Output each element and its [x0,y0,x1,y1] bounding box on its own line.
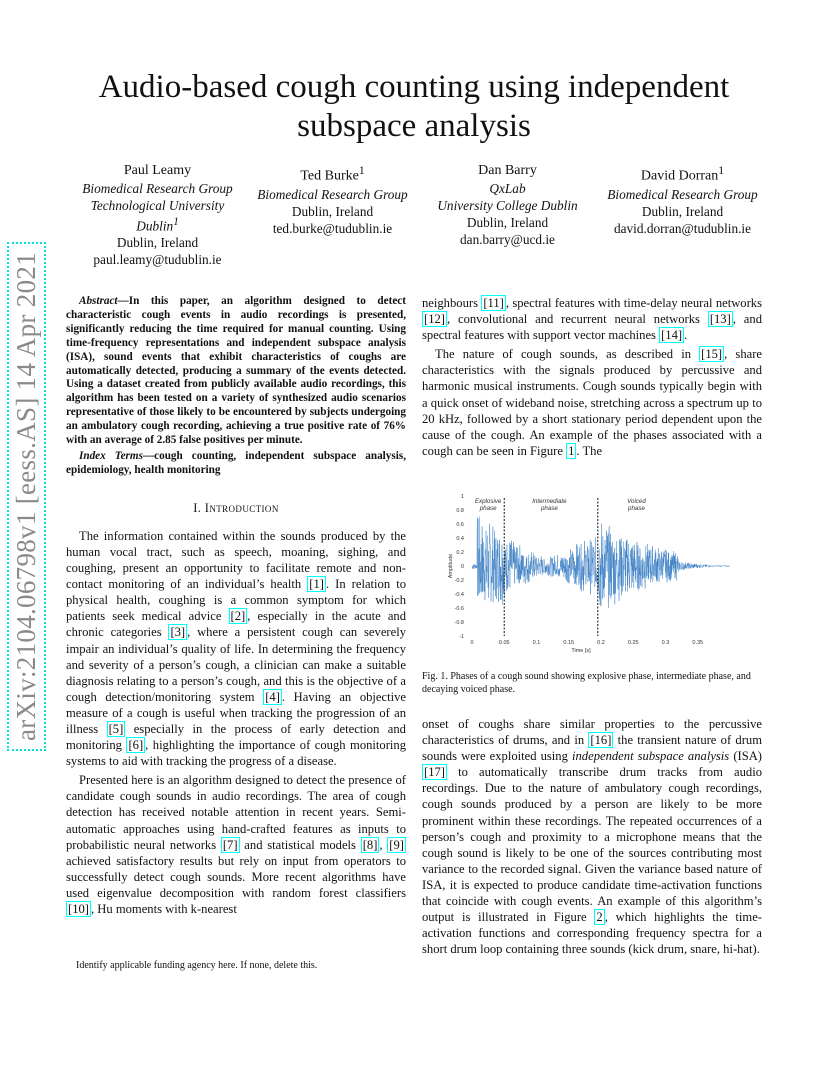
citation-link[interactable]: [13] [709,312,731,327]
x-tick-label: 0 [470,640,474,646]
phase-label: Voiced [627,498,646,505]
abstract [66,295,406,448]
citation-link[interactable]: [10] [68,902,89,917]
author-city: Dublin, Ireland [291,203,374,219]
left-column [66,295,406,917]
x-tick-label: 0.1 [532,640,541,646]
figure-link[interactable]: 2 [596,910,603,925]
paragraph-intro-1 [66,528,406,769]
text-run: to automatically transcribe drum tracks from audio recordings. Due to the nature of ambulatory cough recordings, cough sounds produced by a person are likely to be more prominent within these recordings. The repeated occurrences of a person’s cough and proximity to a microphone means that the cough sound is likely to be one of the sources contributing most variance to the recorded signal. Given the variance based nature of ISA, it is expected to produce candidate time-activation functions that coincide with cough events. An example of this algorithm’s output is illustrated in Figure [422,765,762,925]
author-affiliation-2: Technological University Dublin [90,198,225,234]
section-title: Introduction [204,500,279,515]
x-tick-label: 0.05 [498,640,510,646]
author-city: Dublin, Ireland [466,215,549,230]
citation-link[interactable]: [6] [128,738,144,753]
author-name: Paul Leamy [123,163,192,178]
citation-link[interactable]: [5] [108,722,124,736]
y-tick-label: 0.8 [456,508,464,514]
text-run: (ISA) [729,749,762,764]
text-run: , [379,837,388,852]
citation-link[interactable]: [2] [230,609,246,624]
author-city: Dublin, Ireland [116,235,199,251]
index-terms-text: —cough counting, independent subspace analysis, epidemiology, health monitoring [66,449,406,476]
text-run: The information contained within the sounds produced by the human vocal tract, such as speech, moaning, sighing, and coughing, present an opportunity to facilitate remote and non-contact monitoring of an individual’s health [66,528,406,592]
citation-link[interactable]: [8] [362,837,378,852]
text-run: onset of coughs share similar properties to the percussive characteristics of drums, and in [422,717,762,748]
author-3 [420,162,595,268]
y-tick-label: -0.8 [454,620,464,626]
text-run: neighbours [422,296,482,310]
y-tick-label: 0.4 [456,536,464,542]
paper-title: Audio-based cough counting using independent subspace analysis [98,69,730,144]
author-email: david.dorran@tudublin.ie [613,220,752,236]
author-4 [595,162,770,268]
text-run: , convolutional and recurrent neural networks [446,312,708,327]
text-run: , where a persistent cough can severely impair an individual’s quality of life. In determining the frequency and severity of a person’s cough, a clinician can make a suitable diagnosis relating to a person’s cough, and this is the objective of a cough detection/monitoring system [66,625,406,704]
abstract-label: Abstract [79,295,118,307]
citation-link[interactable]: [4] [265,689,280,704]
x-tick-label: 0.35 [692,640,704,646]
author-name: David Dorran [640,168,719,184]
x-axis-label: Time [s] [571,648,591,654]
text-run: , Hu moments with k-nearest [90,902,237,917]
text-run: , highlighting the importance of cough monitoring systems to aid with tracking the progress of a disease. [66,738,406,769]
text-run: . Having an objective measure of a cough is useful when tracking the progression of an illness [66,689,406,736]
paragraph-isa [422,716,762,957]
author-email: ted.burke@tudublin.ie [272,220,393,236]
text-run: achieved satisfactory results but rely on input from operators to successfully detect cough sounds. More recent algorithms have used eigenvalue decomposition with random forest classifiers [66,853,406,900]
text-run: , share characteristics with the signals produced by percussive and harmonic musical instruments. Cough sounds typically begin with a quick onset of wideband noise, stretching across a spectrum up to 20 kHz, followed by a short stationary period dependent upon the cause of the cough. An example of the phases associated with a cough can be seen in Figure [422,347,762,458]
figure-caption: Fig. 1. Phases of a cough sound showing explosive phase, intermediate phase, and decaying voiced phase. [422,671,751,695]
citation-link[interactable]: [15] [701,347,723,362]
x-tick-label: 0.2 [597,640,605,646]
paragraph-related-work [422,295,762,343]
citation-link[interactable]: [3] [170,625,186,640]
y-tick-label: -1 [459,634,464,640]
arxiv-identifier[interactable]: arXiv:2104.06798v1 [eess.AS] 14 Apr 2021 [7,242,46,751]
text-run: especially in the process of early detection and monitoring [66,722,406,753]
emphasis: independent subspace analysis [572,749,730,764]
paragraph-intro-2 [66,772,406,917]
text-run: . [684,328,688,343]
phase-label: Intermediate [532,498,567,505]
phase-label-line2: phase [479,505,497,512]
phase-label: Explosive [474,498,502,505]
citation-link[interactable]: [16] [590,733,612,748]
citation-link[interactable]: [14] [661,328,683,343]
text-run: , spectral features with time-delay neural networks [505,296,762,310]
text-run: The nature of cough sounds, as described in [435,347,700,362]
phase-label-line2: phase [540,505,558,512]
section-heading-introduction [66,500,406,516]
text-run: . In relation to physical health, coughing is a common symptom for which patients seek medical advice [66,577,406,624]
right-column-bottom [422,716,762,957]
y-tick-label: 0 [460,564,464,570]
citation-link[interactable]: [11] [483,296,504,310]
section-number: I. [193,500,205,515]
author-block [70,162,770,268]
author-email: paul.leamy@tudublin.ie [93,252,222,268]
author-name: Ted Burke [300,168,359,184]
text-run: . The [576,443,603,458]
citation-link[interactable]: [12] [424,312,445,327]
author-1 [70,162,245,268]
y-tick-label: 0.2 [456,550,464,556]
author-marker: 1 [718,164,725,177]
author-affiliation: Biomedical Research Group [607,186,758,202]
author-affiliation: Biomedical Research Group [82,181,233,196]
affiliation-marker: 1 [173,216,179,228]
text-run: , which highlights the time-activation functions and corresponding frequency spectra for a short drum loop containing three sounds (kick drum, snare, hi-hat). [422,910,762,957]
citation-link[interactable]: [7] [222,837,238,852]
text-run: and statistical models [239,837,361,852]
author-name: Dan Barry [478,163,537,178]
author-affiliation: QxLab [489,181,526,196]
x-tick-label: 0.25 [627,640,639,646]
index-terms [66,450,406,478]
text-run: the transient nature of drum sounds were exploited using [422,733,762,764]
y-tick-label: 1 [460,494,464,500]
right-column-top [422,295,762,459]
figure-link[interactable]: 1 [568,443,575,458]
y-tick-label: 0.6 [456,522,464,528]
abstract-text: —In this paper, an algorithm designed to detect characteristic cough events in audio recordings is presented, significantly reducing the time required for manual counting. Using time-frequency representations and independent subspace analysis (ISA), sound events that exhibit characteristics of coughs are automatically detected, producing a summary of the events detected. Using a dataset created from publicly available audio recordings, this algorithm has been tested on a variety of synthesized audio scenarios representative of those likely to be encountered by subjects undergoing an ambulatory cough recording, achieving a true positive rate of 76% with an average of 2.85 false positives per minute. [66,295,406,447]
x-tick-label: 0.15 [563,640,575,646]
y-tick-label: -0.2 [454,578,464,584]
y-axis-label: Amplitude [448,553,454,579]
author-city: Dublin, Ireland [641,203,724,219]
citation-link[interactable]: [17] [424,765,445,780]
footnote: Identify applicable funding agency here. If none, delete this. [76,960,318,971]
citation-link[interactable]: [9] [389,837,404,852]
y-tick-label: -0.6 [454,606,464,612]
citation-link[interactable]: [1] [309,577,324,592]
y-tick-label: -0.4 [454,592,464,598]
index-terms-label: Index Terms [79,449,143,462]
phase-label-line2: phase [628,505,645,512]
author-affiliation-2: University College Dublin [437,198,578,213]
text-run: , especially in the acute and chronic categories [66,609,406,640]
x-tick-label: 0.3 [661,640,670,646]
paragraph-cough-nature [422,346,762,459]
figure-1-waveform-chart [440,488,740,658]
waveform-series [472,517,730,608]
author-marker: 1 [358,164,365,177]
author-email: dan.barry@ucd.ie [460,232,555,247]
arxiv-sidebar [4,246,48,746]
author-2 [245,162,420,268]
text-run: Presented here is an algorithm designed to detect the presence of candidate cough sounds in audio recordings. The area of cough detection has received notable attention in recent years. Semi-automatic approaches using hand-crafted features as inputs to probabilistic neural networks [66,773,406,852]
author-affiliation: Biomedical Research Group [257,186,408,202]
text-run: , and spectral features with support vector machines [422,312,762,343]
